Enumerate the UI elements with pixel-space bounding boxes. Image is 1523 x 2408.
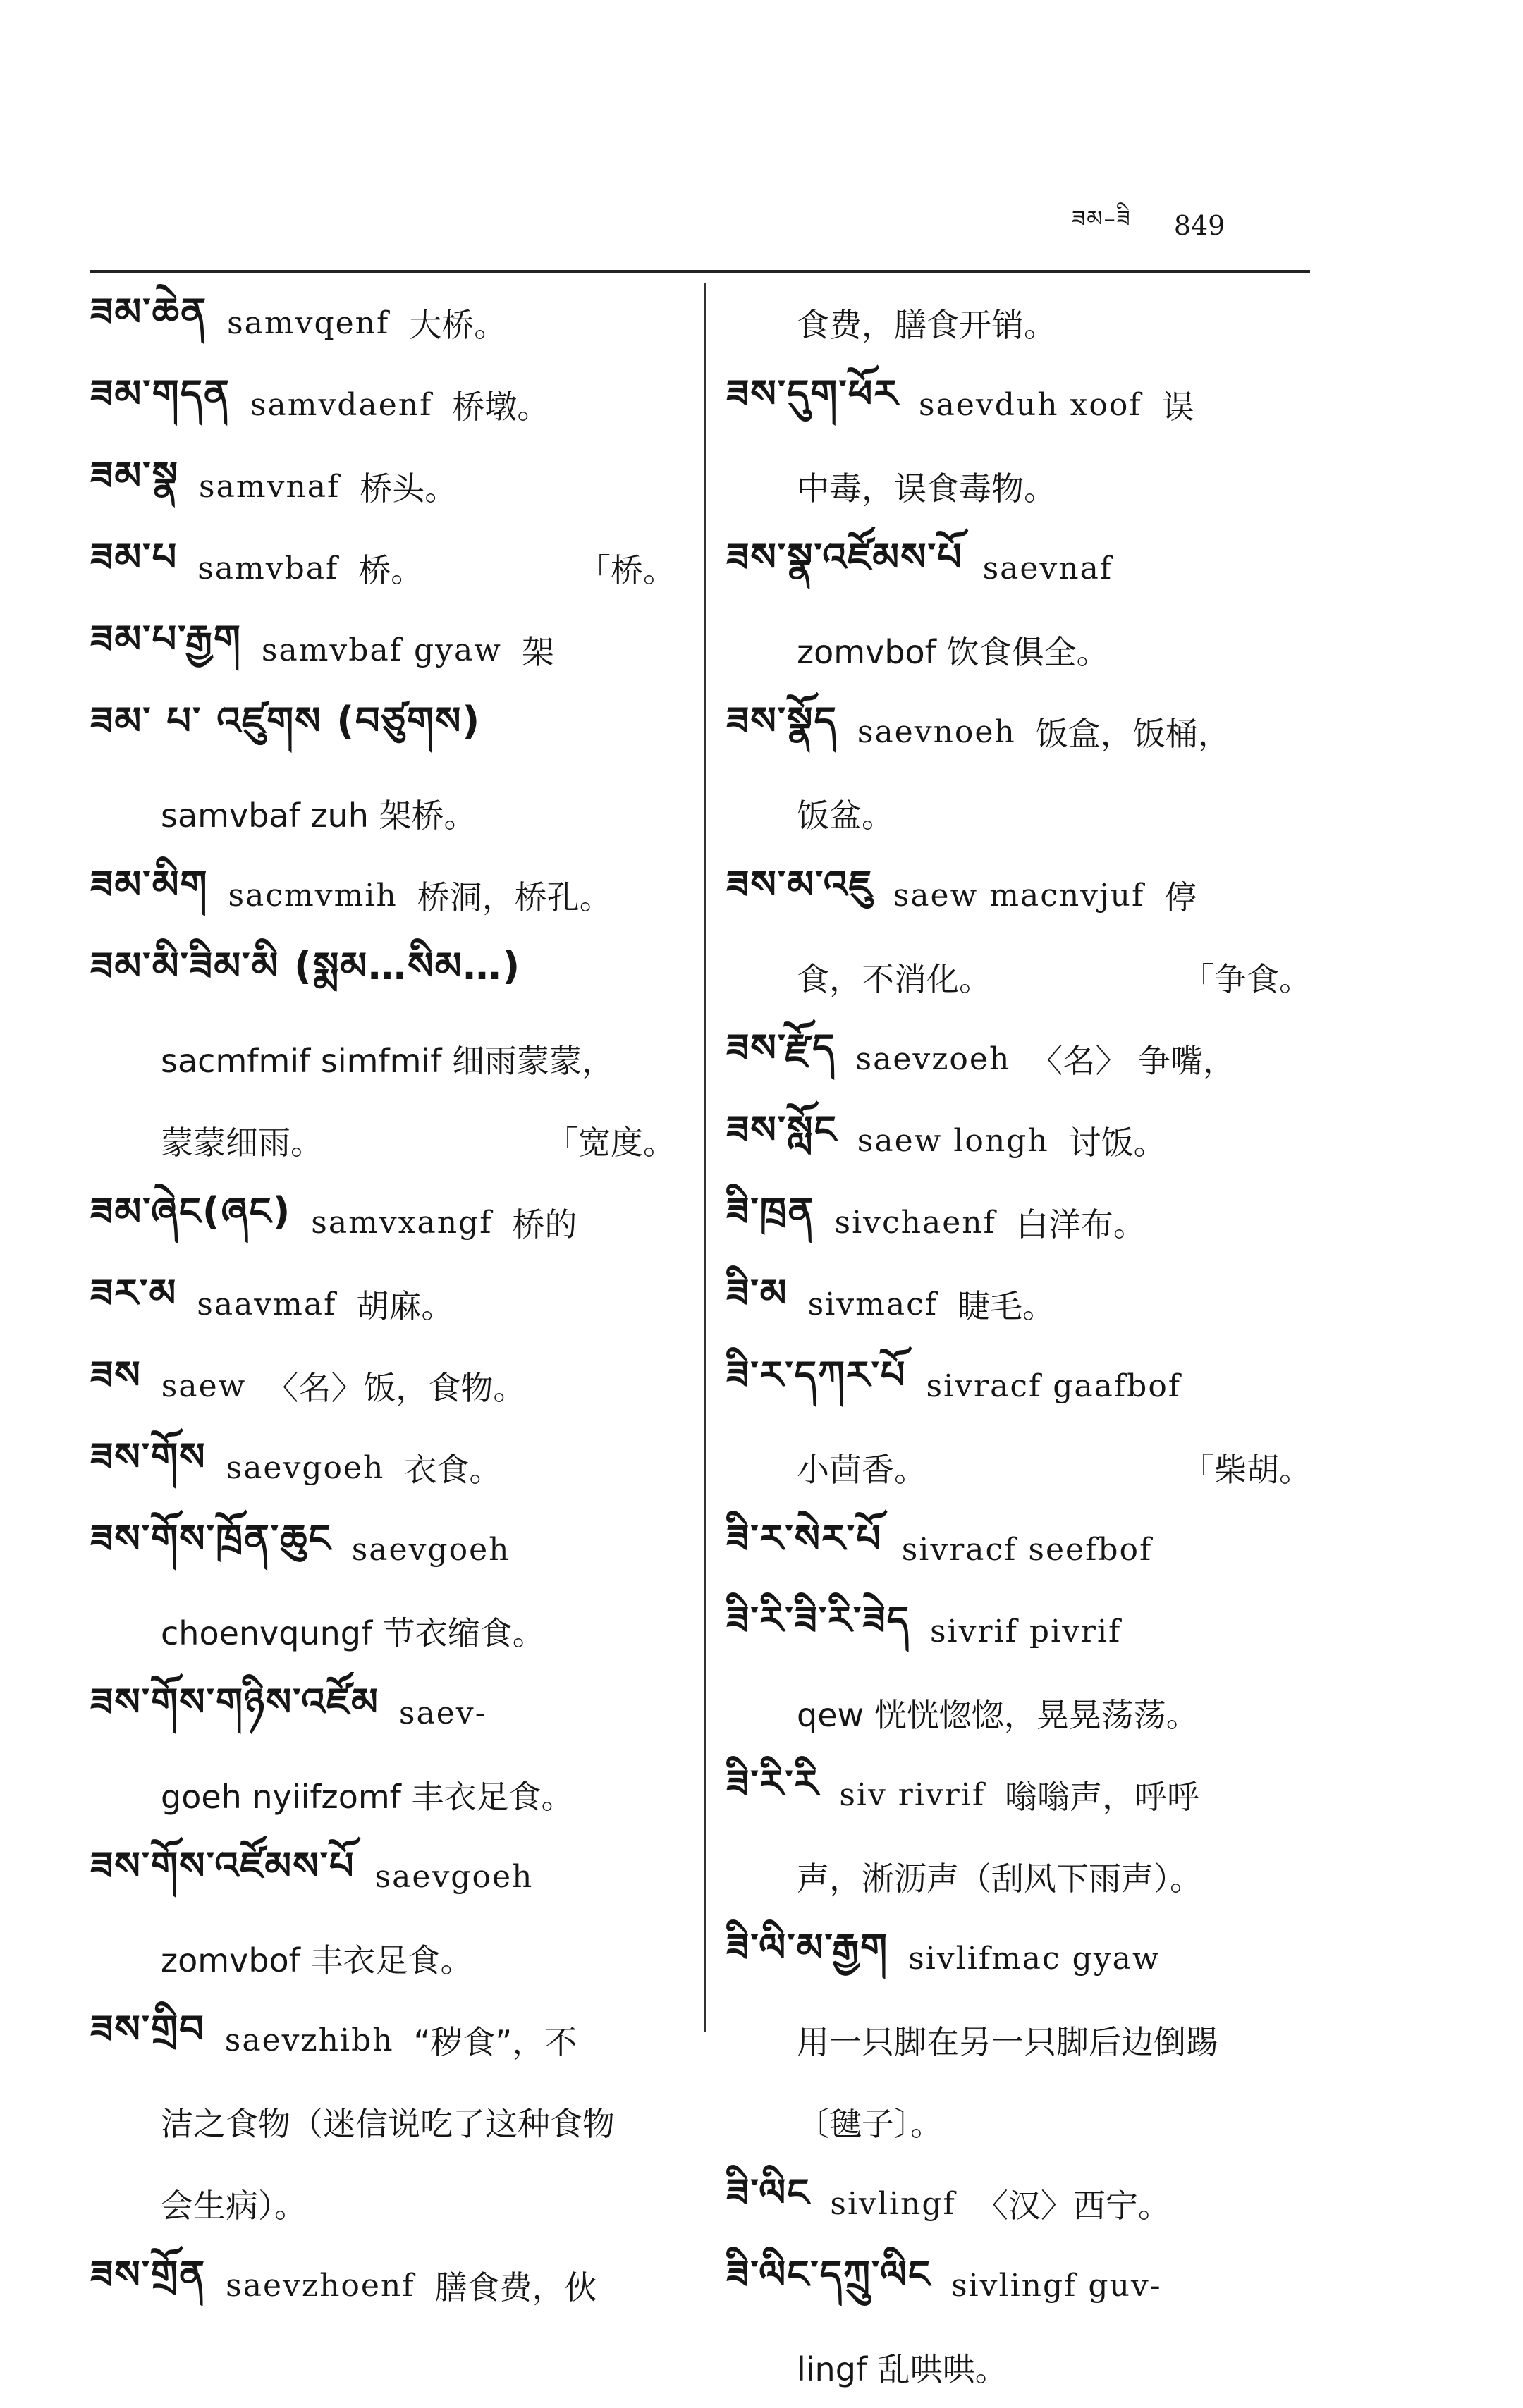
continuation-text: zomvbof 丰衣足食。 xyxy=(161,1941,473,1979)
tibetan-headword: ཟས xyxy=(90,1353,142,1397)
romanization: sivracf gaafbof xyxy=(926,1368,1182,1404)
entry-line xyxy=(90,936,675,1018)
dictionary-entry xyxy=(726,691,1311,854)
entry-continuation xyxy=(90,1754,675,1836)
entry-continuation xyxy=(726,282,1311,364)
tibetan-headword: ཟི་ལི་མ་རྒྱག xyxy=(726,1925,889,1970)
tibetan-headword: ཟི་ལིང་དཀྲུ་ལིང xyxy=(726,2252,931,2297)
entry-line xyxy=(90,527,675,609)
romanization: samvnaf xyxy=(199,468,341,505)
dictionary-entry xyxy=(726,1509,1311,1590)
entry-line xyxy=(90,1999,675,2081)
romanization: saevzoeh xyxy=(855,1040,1011,1077)
continuation-text: 用一只脚在另一只脚后边倒踢 xyxy=(797,2023,1218,2061)
romanization: sivlifmac gyaw xyxy=(908,1940,1161,1977)
dictionary-entry xyxy=(726,364,1311,527)
continuation-text: 洁之食物（迷信说吃了这种食物 xyxy=(161,2105,615,2143)
romanization: saevnaf xyxy=(982,550,1113,586)
continuation-text: goeh nyiifzomf 丰衣足食。 xyxy=(161,1778,574,1816)
entry-line xyxy=(90,1672,675,1754)
romanization: samvxangf xyxy=(311,1204,493,1241)
dictionary-entry xyxy=(90,854,675,936)
dictionary-entry xyxy=(90,1345,675,1427)
entry-continuation xyxy=(726,609,1311,691)
entry-continuation xyxy=(90,2081,675,2163)
dictionary-entry xyxy=(726,1181,1311,1263)
continuation-text: choenvqungf 节衣缩食。 xyxy=(161,1614,545,1652)
dictionary-entry xyxy=(90,446,675,527)
definition: 桥。 xyxy=(358,551,424,589)
dictionary-entry xyxy=(726,1754,1311,1917)
dictionary-entry xyxy=(90,1836,675,1999)
definition: 停 xyxy=(1164,878,1197,916)
entry-continuation xyxy=(726,2326,1311,2408)
romanization: saevduh xoof xyxy=(919,386,1142,423)
romanization: saew xyxy=(161,1368,247,1404)
tibetan-headword: ཟི་ཁྲན xyxy=(726,1189,815,1234)
definition: 桥的 xyxy=(512,1205,577,1243)
romanization: saev- xyxy=(398,1695,487,1731)
dictionary-entry xyxy=(726,2244,1311,2408)
entry-line xyxy=(726,854,1311,936)
romanization: sivlingf guv- xyxy=(950,2267,1162,2304)
tibetan-headword: ཟི་རི་རི xyxy=(726,1762,820,1806)
definition: 讨饭。 xyxy=(1068,1124,1166,1162)
romanization: sivmacf xyxy=(807,1286,938,1322)
entry-line xyxy=(90,609,675,691)
romanization: siv rivrif xyxy=(839,1776,986,1813)
definition: 大桥。 xyxy=(409,306,507,344)
tibetan-headword: ཟམ་སྣ xyxy=(90,453,180,498)
entry-line xyxy=(90,364,675,446)
tibetan-headword: ཟས་སྣོད xyxy=(726,699,838,743)
dictionary-entry xyxy=(90,691,675,854)
dictionary-entry xyxy=(90,1181,675,1263)
continuation-mark: 「宽度。 xyxy=(546,1124,675,1162)
entry-continuation xyxy=(726,773,1311,854)
tibetan-headword: ཟམ་པ་རྒྱག xyxy=(90,617,242,661)
entry-line xyxy=(90,854,675,936)
romanization: sivracf seefbof xyxy=(901,1531,1153,1568)
definition: 桥头。 xyxy=(360,469,458,508)
entry-line xyxy=(726,1018,1311,1100)
romanization: sivrif pivrif xyxy=(929,1613,1122,1650)
continuation-text: 中毒，误食毒物。 xyxy=(797,469,1056,508)
continuation-text: 〔毽子〕。 xyxy=(797,2105,943,2143)
tibetan-headword: ཟས་གོས xyxy=(90,1435,207,1479)
tibetan-headword: ཟས་གྲོན xyxy=(90,2252,207,2297)
entry-line xyxy=(726,2244,1311,2326)
tibetan-headword: ཟི་རི་ཟི་རི་ཟེད xyxy=(726,1598,910,1642)
romanization: saevgoeh xyxy=(374,1858,534,1895)
entry-line xyxy=(90,1263,675,1345)
guide-words: ཟམ–ཟི xyxy=(1072,205,1132,232)
entry-line xyxy=(90,1509,675,1590)
continuation-text: 声，淅沥声（刮风下雨声）。 xyxy=(797,1860,1202,1898)
dictionary-entry xyxy=(726,527,1311,691)
romanization: saevgoeh xyxy=(226,1449,385,1486)
entry-continuation xyxy=(90,1917,675,1999)
tibetan-headword: ཟས་སློང xyxy=(726,1107,838,1152)
right-column xyxy=(726,282,1311,2408)
entry-continuation xyxy=(90,1590,675,1672)
entry-line xyxy=(726,1181,1311,1263)
romanization: samvbaf gyaw xyxy=(261,632,502,668)
romanization: samvdaenf xyxy=(250,386,433,423)
continuation-mark: 「争食。 xyxy=(1182,960,1311,998)
continuation-text: 食，不消化。 xyxy=(797,960,991,998)
tibetan-headword: ཟམ་པ xyxy=(90,535,178,579)
entry-line xyxy=(726,364,1311,446)
tibetan-headword: ཟས་དུག་ཕོར xyxy=(726,371,900,416)
continuation-text: 食费，膳食开销。 xyxy=(797,306,1056,344)
definition: 〈名〉 争嘴， xyxy=(1030,1042,1235,1080)
romanization: sacmvmih xyxy=(228,877,398,914)
entry-continuation xyxy=(726,446,1311,527)
entry-continuation xyxy=(90,2163,675,2244)
definition: 饭盒，饭桶， xyxy=(1035,715,1230,753)
entry-continuation xyxy=(726,1999,1311,2081)
entry-line xyxy=(726,1263,1311,1345)
continuation-text: 蒙蒙细雨。 xyxy=(161,1124,323,1162)
continuation-text: 饭盆。 xyxy=(797,797,894,835)
entry-continuation xyxy=(726,2081,1311,2163)
continuation-text: lingf 乱哄哄。 xyxy=(797,2350,1008,2388)
dictionary-entry xyxy=(90,1427,675,1509)
header-rule xyxy=(90,270,1310,273)
entry-line xyxy=(90,282,675,364)
entry-line xyxy=(726,1509,1311,1590)
dictionary-entry xyxy=(90,364,675,446)
continuation-text: zomvbof 饮食俱全。 xyxy=(797,633,1109,671)
definition: 膳食费，伙 xyxy=(434,2268,597,2306)
romanization: sivlingf xyxy=(830,2185,956,2222)
continuation-text: 会生病）。 xyxy=(161,2187,307,2225)
dictionary-entry xyxy=(726,1590,1311,1754)
definition: 嗡嗡声，呼呼 xyxy=(1005,1778,1200,1816)
dictionary-entry xyxy=(726,854,1311,1018)
entry-line xyxy=(726,1345,1311,1427)
tibetan-headword: ཟམ་གདན xyxy=(90,371,231,416)
tibetan-headword: ཟས་གྲིབ xyxy=(90,2007,205,2051)
tibetan-headword: ཟས་གོས་གཉིས་འཛོམ xyxy=(90,1680,379,1724)
dictionary-entry xyxy=(90,609,675,691)
dictionary-entry xyxy=(90,282,675,364)
definition: 桥洞，桥孔。 xyxy=(417,878,612,916)
definition: 桥墩。 xyxy=(452,388,550,426)
tibetan-headword: ཟར་མ xyxy=(90,1271,178,1315)
tibetan-headword: ཟས་མ་འཇུ xyxy=(726,862,874,907)
tibetan-headword: ཟི་ལིང xyxy=(726,2170,811,2215)
entry-line xyxy=(726,1590,1311,1672)
entry-line xyxy=(90,1345,675,1427)
dictionary-entry xyxy=(726,1345,1311,1509)
dictionary-entry xyxy=(726,1263,1311,1345)
tibetan-headword: ཟམ་མིག xyxy=(90,862,209,907)
dictionary-entry xyxy=(726,2163,1311,2244)
definition: 睫毛。 xyxy=(958,1287,1056,1325)
definition: 衣食。 xyxy=(404,1451,502,1489)
definition: 架 xyxy=(521,633,554,671)
tibetan-headword: ཟམ་མི་ཟིམ་མི (སྨམ…སིམ…) xyxy=(90,944,522,988)
dictionary-entry xyxy=(726,1018,1311,1100)
definition: 〈汉〉西宁。 xyxy=(975,2187,1170,2225)
dictionary-entry xyxy=(90,936,675,1181)
tibetan-headword: ཟི་མ xyxy=(726,1271,788,1315)
dictionary-entry xyxy=(90,1999,675,2244)
tibetan-headword: ཟི་ར་སེར་པོ xyxy=(726,1516,882,1561)
entry-continuation xyxy=(726,1427,1311,1509)
dictionary-entry xyxy=(90,2244,675,2326)
tibetan-headword: ཟམ་ཞེང(ཞང) xyxy=(90,1189,292,1234)
tibetan-headword: ཟམ་ཆེན xyxy=(90,290,208,334)
page-header xyxy=(1072,197,1297,254)
dictionary-entry xyxy=(90,1672,675,1836)
definition: 胡麻。 xyxy=(356,1287,454,1325)
tibetan-headword: ཟས་རྫོད xyxy=(726,1026,836,1070)
entry-line xyxy=(90,691,675,773)
romanization: saevzhibh xyxy=(224,2022,394,2058)
tibetan-headword: ཟམ་ པ་ འཛུགས (བཙུགས) xyxy=(90,699,482,743)
tibetan-headword: ཟས་གོས་འཛོམས་པོ xyxy=(90,1843,355,1888)
entry-line xyxy=(90,446,675,527)
entry-line xyxy=(90,1836,675,1917)
column-divider xyxy=(704,283,706,2032)
dictionary-entry xyxy=(90,527,675,609)
continuation-mark: 「柴胡。 xyxy=(1182,1451,1311,1489)
dictionary-entry xyxy=(726,1100,1311,1181)
tibetan-headword: ཟི་ར་དཀར་པོ xyxy=(726,1353,907,1397)
romanization: samvqenf xyxy=(227,305,390,341)
entry-continuation xyxy=(90,1100,675,1181)
definition: 误 xyxy=(1161,388,1194,426)
romanization: samvbaf xyxy=(197,550,339,586)
romanization: sivchaenf xyxy=(834,1204,996,1241)
continuation-text: qew 恍恍惚惚，晃晃荡荡。 xyxy=(797,1696,1199,1734)
dictionary-entry xyxy=(90,1263,675,1345)
entry-line xyxy=(726,1754,1311,1836)
romanization: saevnoeh xyxy=(857,713,1016,750)
romanization: saevzhoenf xyxy=(226,2267,415,2304)
entry-continuation xyxy=(90,773,675,854)
tibetan-headword: ཟས་སྣ་འཛོམས་པོ xyxy=(726,535,963,579)
entry-line xyxy=(726,2163,1311,2244)
entry-line xyxy=(726,691,1311,773)
dictionary-entry xyxy=(726,282,1311,364)
definition: “秽食”，不 xyxy=(413,2023,577,2061)
entry-line xyxy=(90,1181,675,1263)
entry-line xyxy=(726,1100,1311,1181)
entry-continuation xyxy=(726,1836,1311,1917)
dictionary-entry xyxy=(726,1917,1311,2163)
continuation-text: 小茴香。 xyxy=(797,1451,926,1489)
dictionary-entry xyxy=(90,1509,675,1672)
entry-continuation xyxy=(90,1018,675,1100)
entry-line xyxy=(726,527,1311,609)
entry-continuation xyxy=(726,936,1311,1018)
romanization: saavmaf xyxy=(197,1286,337,1322)
romanization: saevgoeh xyxy=(351,1531,510,1568)
definition: 白洋布。 xyxy=(1015,1205,1146,1243)
continuation-text: sacmfmif simfmif 细雨蒙蒙， xyxy=(161,1042,615,1080)
entry-line xyxy=(726,1917,1311,1999)
continuation-text: samvbaf zuh 架桥。 xyxy=(161,797,477,835)
entry-line xyxy=(90,1427,675,1509)
continuation-mark: 「桥。 xyxy=(578,551,675,589)
romanization: saew longh xyxy=(857,1122,1049,1159)
entry-line xyxy=(90,2244,675,2326)
tibetan-headword: ཟས་གོས་ཁྲོན་ཆུང xyxy=(90,1516,332,1561)
definition: 〈名〉饭，食物。 xyxy=(266,1369,526,1407)
page-number: 849 xyxy=(1173,210,1225,241)
entry-continuation xyxy=(726,1672,1311,1754)
left-column xyxy=(90,282,675,2326)
romanization: saew macnvjuf xyxy=(893,877,1145,914)
